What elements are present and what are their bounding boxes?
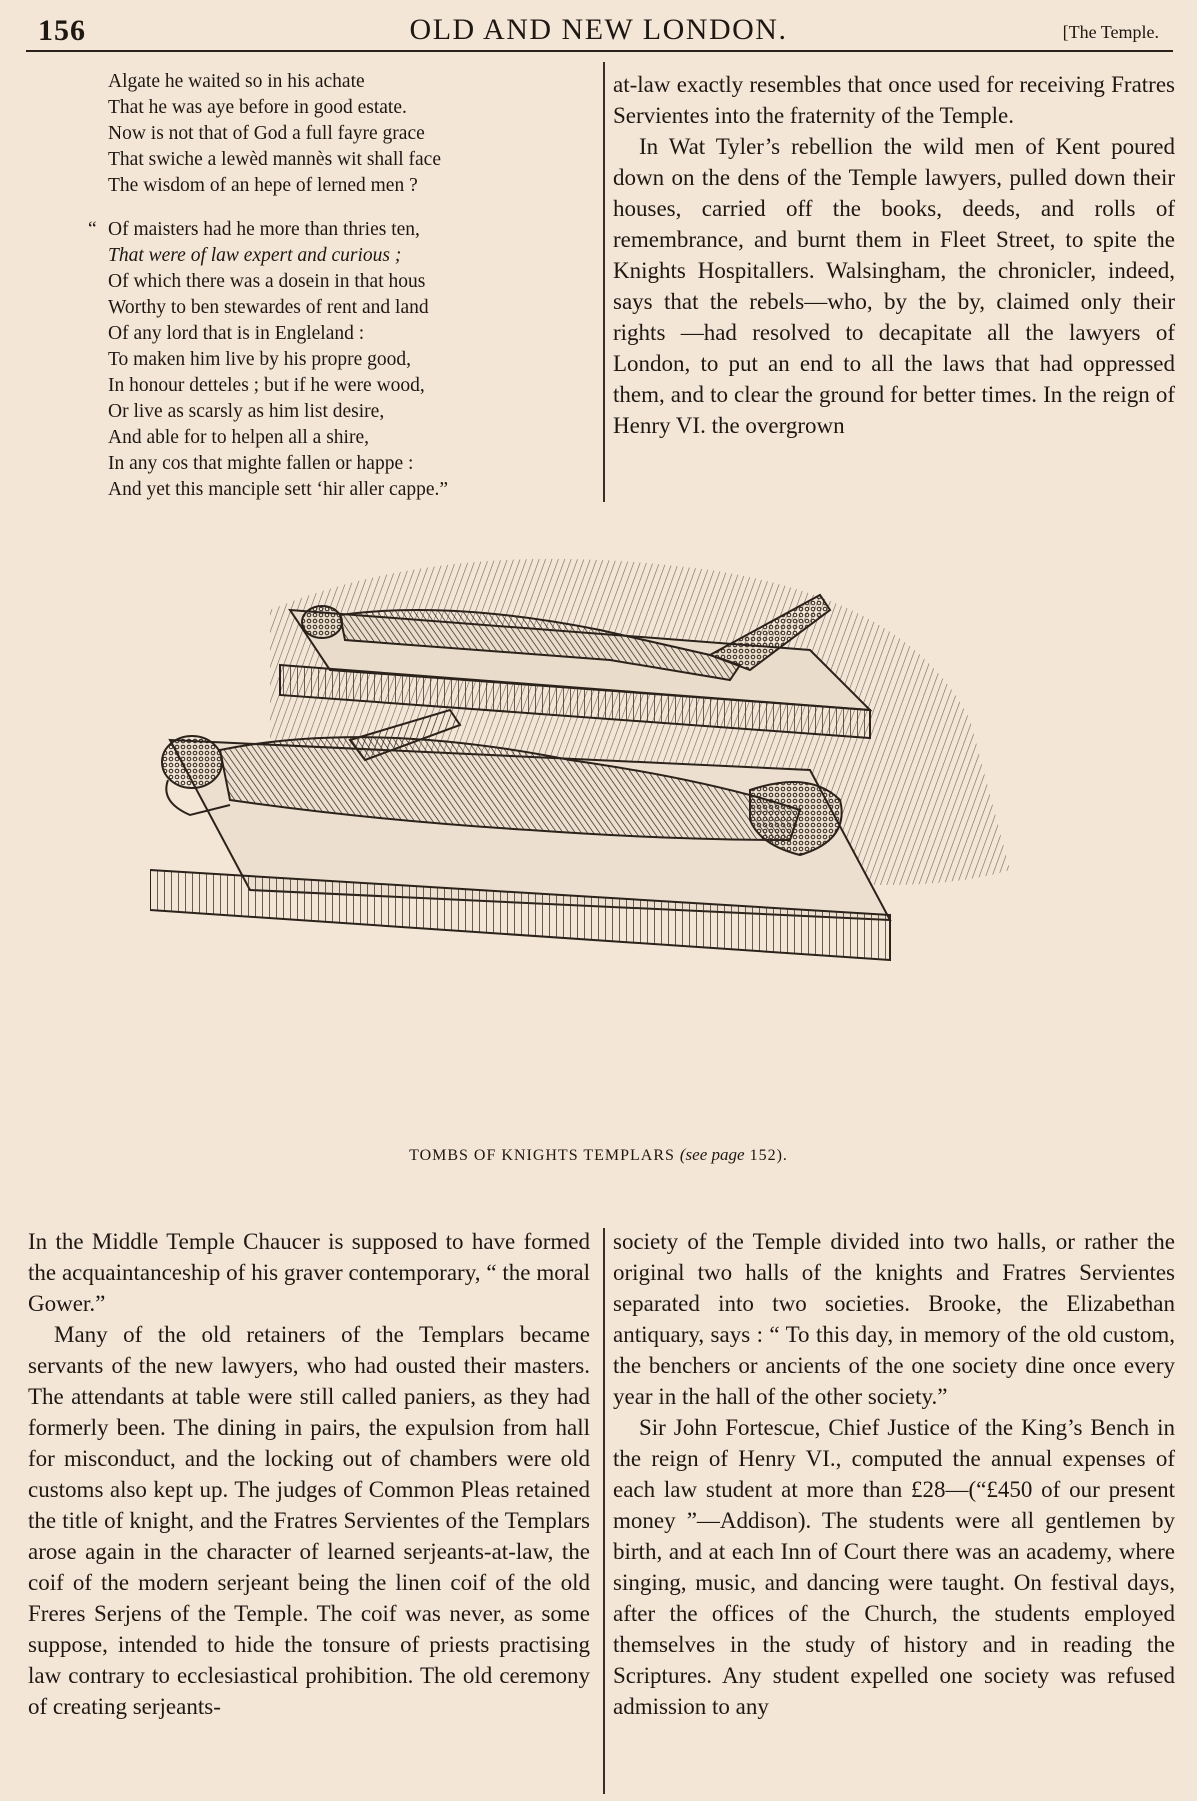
verse-stanza-2 [88, 217, 588, 503]
upper-effigy-head [302, 606, 342, 638]
verse-line: And able for to helpen all a shire, [108, 427, 369, 448]
verse-line: That were of law expert and curious ; [108, 245, 402, 266]
verse-line: Algate he waited so in his achate [108, 71, 365, 92]
verse-line: Worthy to ben stewardes of rent and land [108, 297, 429, 318]
verse-line: Of which there was a dosein in that hous [108, 271, 426, 292]
caption-page: 152). [749, 1147, 788, 1164]
header-rule [26, 50, 1173, 52]
verse-line: Of maisters had he more than thries ten, [108, 219, 420, 240]
verse-line: And yet this manciple sett ‘hir aller cappe.” [108, 479, 449, 500]
verse-line: Of any lord that is in Engleland : [108, 323, 365, 344]
verse-line: In any cos that mighte fallen or happe : [108, 453, 414, 474]
verse-line: The wisdom of an hepe of lerned men ? [108, 175, 418, 196]
verse-line: Or live as scarsly as him list desire, [108, 401, 385, 422]
caption-title: TOMBS OF KNIGHTS TEMPLARS [409, 1147, 675, 1164]
lower-effigy-head [162, 736, 222, 788]
verse-line: That swiche a lewèd mannès wit shall face [108, 149, 441, 170]
figure-caption [0, 1145, 1197, 1165]
paragraph: In the Middle Temple Chaucer is supposed to have formed the acquaintanceship of his graver contemporary, “ the moral Gower.” [28, 1229, 590, 1316]
paragraph: society of the Temple divided into two halls, or rather the original two halls of the knights and Fratres Servientes separated into two societies. Brooke, the Elizabethan antiquary, says : “ To this day, in memory of the old custom, the benchers or ancients of the one society dine once every year in the hall of the other society.” [613, 1229, 1175, 1409]
page-number: 156 [38, 14, 86, 47]
verse-stanza-1 [108, 69, 588, 199]
verse-line: In honour detteles ; but if he were wood, [108, 375, 425, 396]
right-column-bottom [613, 1226, 1175, 1722]
verse-line: Now is not that of God a full fayre grace [108, 123, 425, 144]
tombs-engraving [150, 540, 1030, 1130]
paragraph: Sir John Fortescue, Chief Justice of the King’s Bench in the reign of Henry VI., computed the annual expenses of each law student at more than £28—(“£450 of our present money ”—Addison). The students were all gentlemen by birth, and at each Inn of Court there was an academy, where singing, music, and dancing were taught. On festival days, after the offices of the Church, the students employed themselves in the study of history and in reading the Scriptures. Any student expelled one society was refused admission to any [613, 1415, 1175, 1719]
running-title: OLD AND NEW LONDON. [409, 13, 788, 46]
verse-line: That he was aye before in good estate. [108, 97, 407, 118]
caption-reference: (see page [679, 1145, 745, 1164]
section-label: [The Temple. [1062, 22, 1159, 42]
column-divider-bottom [603, 1228, 605, 1794]
verse-line: To maken him live by his propre good, [108, 349, 412, 370]
column-divider-top [603, 62, 605, 502]
paragraph: at-law exactly resembles that once used for receiving Fratres Servientes into the fraternity of the Temple. [613, 72, 1175, 128]
right-column-top [613, 69, 1175, 441]
left-column-bottom [28, 1226, 590, 1722]
verse-open-quote: “ [88, 219, 97, 240]
tombs-illustration [150, 540, 1030, 1130]
paragraph: Many of the old retainers of the Templars became servants of the new lawyers, who had ousted their masters. The attendants at table were still called paniers, as they had formerly been. The dining in pairs, the expulsion from hall for misconduct, and the locking out of chambers were old customs also kept up. The judges of Common Pleas retained the title of knight, and the Fratres Servientes of the Templars arose again in the character of learned serjeants-at-law, the coif of the modern serjeant being the linen coif of the old Freres Serjens of the Temple. The coif was never, as some suppose, intended to hide the tonsure of priests practising law contrary to ecclesiastical prohibition. The old ceremony of creating serjeants- [28, 1322, 590, 1719]
paragraph: In Wat Tyler’s rebellion the wild men of Kent poured down on the dens of the Temple lawyers, pulled down their houses, carried off the books, deeds, and rolls of remembrance, and burnt them in Fleet Street, to spite the Knights Hospitallers. Walsingham, the chronicler, indeed, says that the rebels—who, by the by, claimed only their rights —had resolved to decapitate all the lawyers of London, to put an end to all the laws that had oppressed them, and to clear the ground for better times. In the reign of Henry VI. the overgrown [613, 134, 1175, 438]
